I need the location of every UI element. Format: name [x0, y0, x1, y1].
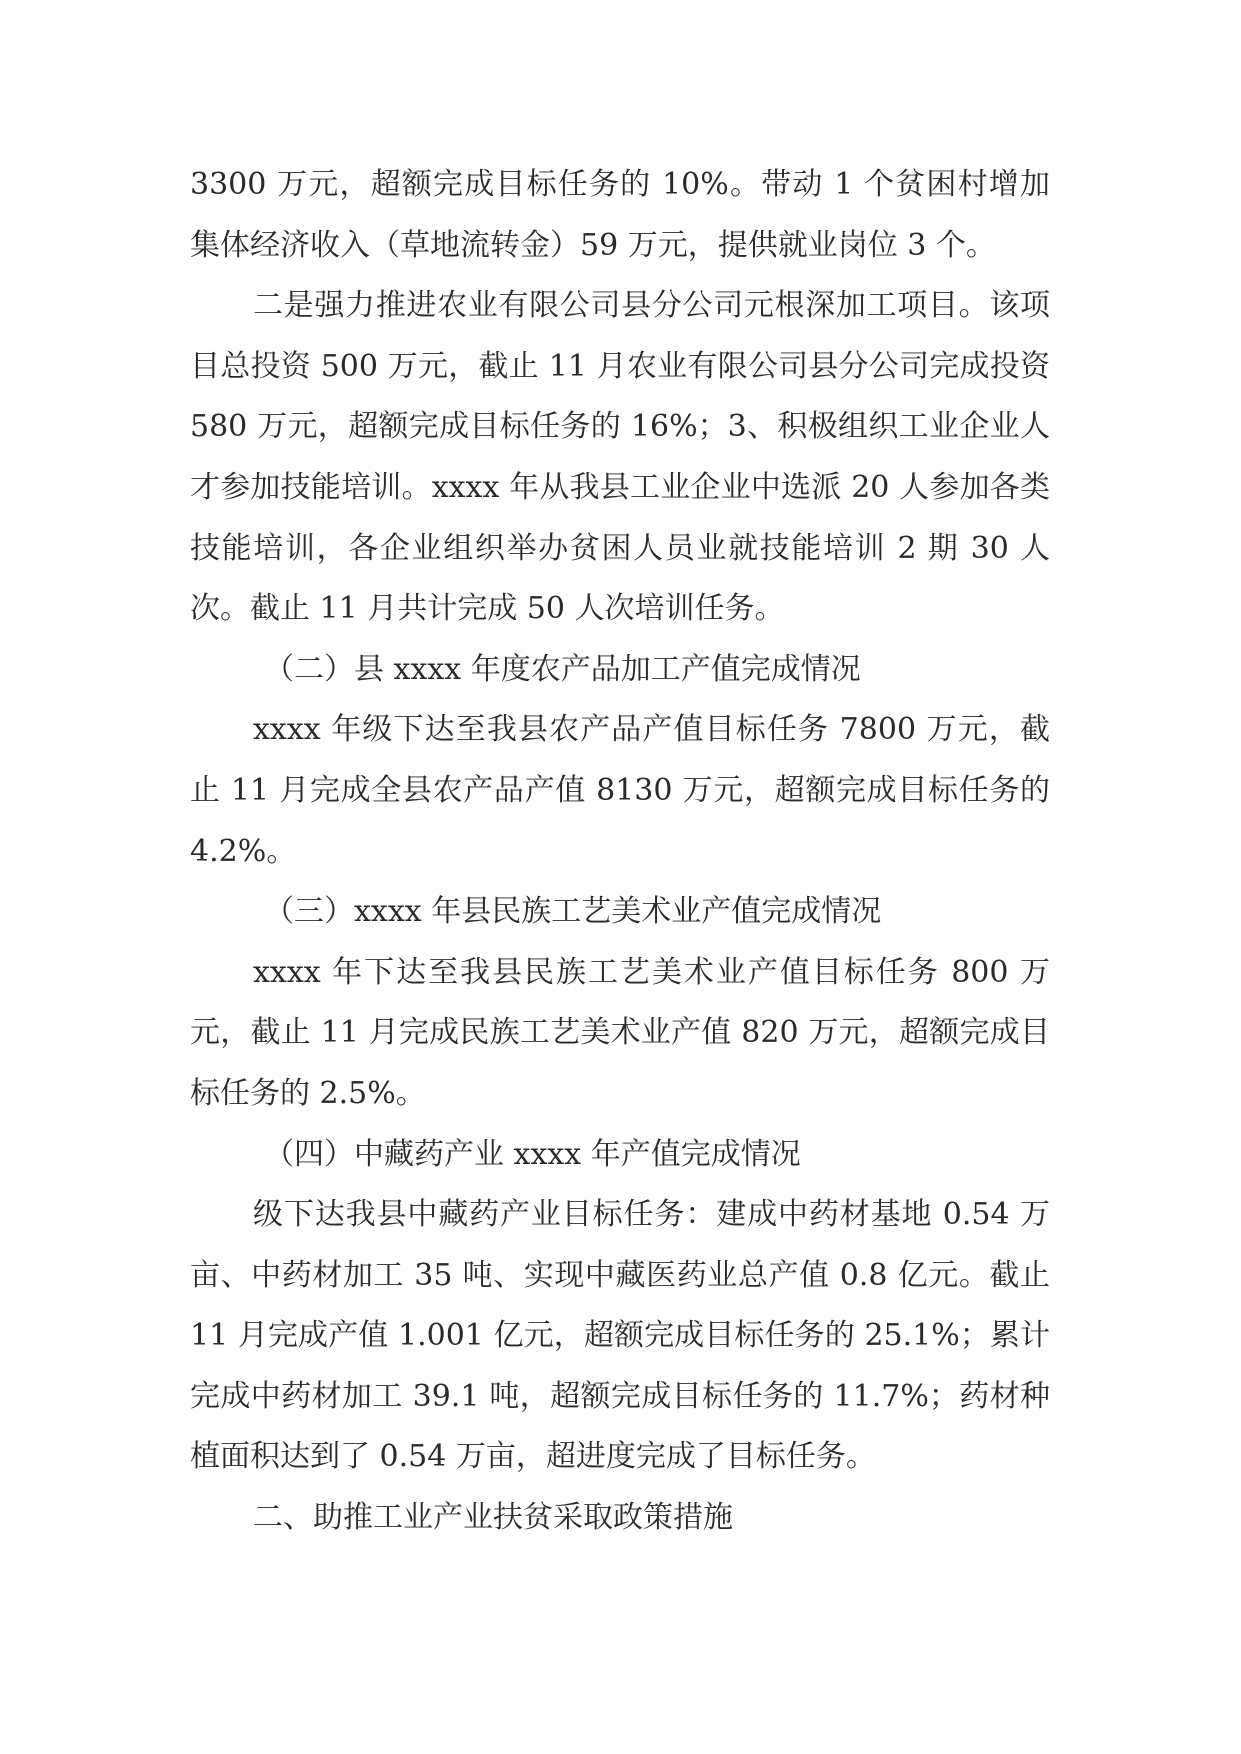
paragraph-medicine-output: 级下达我县中藏药产业目标任务：建成中药材基地 0.54 万亩、中药材加工 35 吨、实现中藏医药业总产值 0.8 亿元。截止 11 月完成产值 1.001 亿元，超额完成目标任务的 25.1%；累计完成中药材加工 39.1 吨，超额完成目标任务的 11.7%；药材种植面积达到了 0.54 万亩，超进度完成了目标任务。 [190, 1197, 1050, 1475]
paragraph-continuation: 3300 万元，超额完成目标任务的 10%。带动 1 个贫困村增加集体经济收入（草地流转金）59 万元，提供就业岗位 3 个。 [190, 167, 1050, 263]
paragraph-agri-output: xxxx 年级下达至我县农产品产值目标任务 7800 万元，截止 11 月完成全县农产品产值 8130 万元，超额完成目标任务的 4.2%。 [190, 712, 1050, 869]
chapter-heading-2: 二、助推工业产业扶贫采取政策措施 [253, 1500, 733, 1536]
paragraph-craft-output: xxxx 年下达至我县民族工艺美术业产值目标任务 800 万元，截止 11 月完成民族工艺美术业产值 820 万元，超额完成目标任务的 2.5%。 [190, 954, 1050, 1111]
document-body [190, 155, 1050, 1549]
section-heading-2: （二）县 xxxx 年度农产品加工产值完成情况 [264, 651, 861, 687]
section-heading-4: （四）中藏药产业 xxxx 年产值完成情况 [264, 1136, 801, 1172]
paragraph-project: 二是强力推进农业有限公司县分公司元根深加工项目。该项目总投资 500 万元，截止 11 月农业有限公司县分公司完成投资 580 万元，超额完成目标任务的 16%；3、积极组织工业企业人才参加技能培训。xxxx 年从我县工业企业中选派 20 人参加各类技能培训，各企业组织举办贫困人员业就技能培训 2 期 30 人次。截止 11 月共计完成 50 人次培训任务。 [190, 288, 1050, 627]
section-heading-3: （三）xxxx 年县民族工艺美术业产值完成情况 [264, 894, 882, 930]
